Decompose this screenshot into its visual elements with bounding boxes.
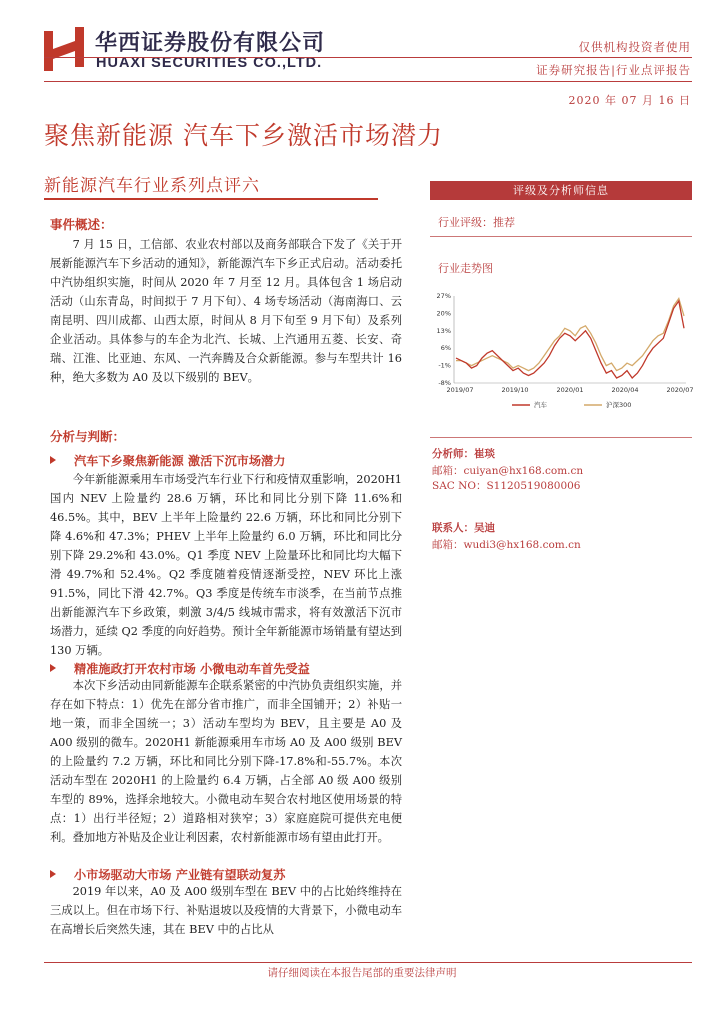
point-2-paragraph: 本次下乡活动由同新能源车企联系紧密的中汽协负责组织实施，并存在如下特点：1）优先在部分省市推广，而非全国铺开；2）补贴一地一策，而非全国统一；3）活动车型均为 BEV，且主要是 A0 及 A00 级别的微车。2020H1 新能源乘用车市场 A0 及 A00 级别 BEV 的上险量约 7.2 万辆，环比和同比分别下降-17.8%和-55.7%。本次活动车型在 2020H1 的上险量约 6.4 万辆，占全部 A0 级 A00 级别车型的 89%，选择余地较大。小微电动车契合农村地区使用场景的特点：1）出行半径短；2）道路相对狭窄；3）家庭庭院可提供充电便利。叠加地方补贴及企业让利因素，农村新能源市场有望由此打开。 — [50, 679, 402, 844]
company-name-en: HUAXI SECURITIES CO.,LTD. — [96, 55, 323, 71]
point-2-title: 精准施政打开农村市场 小微电动车首先受益 — [74, 662, 310, 676]
subtitle-rule — [44, 198, 378, 200]
contact-name: 联系人：吴迪 — [432, 522, 495, 534]
header-divider-1 — [44, 57, 692, 58]
header-audience: 仅供机构投资者使用 — [578, 40, 691, 54]
point-3-title: 小市场驱动大市场 产业链有望联动复苏 — [74, 868, 286, 882]
report-date: 2020 年 07 月 16 日 — [568, 94, 691, 107]
company-name-cn: 华西证券股份有限公司 — [95, 31, 326, 56]
point-3-title-row — [50, 866, 285, 883]
footer-divider — [44, 962, 692, 963]
chart-y-tick-label: 6% — [440, 344, 451, 353]
point-2-title-row — [50, 660, 310, 677]
analyst-1-sac: SAC NO：S1120519080006 — [432, 480, 581, 492]
panel-divider-2 — [430, 437, 692, 438]
chart-legend-label-1: 沪深300 — [606, 401, 632, 409]
bullet-triangle-icon — [50, 456, 56, 464]
chart-y-tick-label: 27% — [436, 292, 451, 300]
chart-series-line-1 — [456, 299, 684, 371]
panel-divider-1 — [430, 236, 692, 237]
chart-series-line-0 — [456, 301, 684, 378]
chart-y-tick-label: 20% — [436, 309, 451, 318]
event-heading: 事件概述： — [50, 217, 113, 232]
chart-y-tick-label: 13% — [436, 326, 451, 335]
analysis-heading: 分析与判断： — [50, 429, 126, 444]
page-subtitle: 新能源汽车行业系列点评六 — [44, 176, 260, 196]
chart-x-tick-label: 2020/07 — [666, 386, 694, 394]
point-3-paragraph: 2019 年以来，A0 及 A00 级别车型在 BEV 中的占比始终维持在三成以上。但在市场下行、补贴退坡以及疫情的大背景下，小微电动车在高增长后突然失速，其在 BEV 中的占比从 — [50, 885, 402, 936]
point-1-title-row — [50, 452, 285, 469]
point-1-paragraph: 今年新能源乘用车市场受汽车行业下行和疫情双重影响，2020H1 国内 NEV 上险量约 28.6 万辆，环比和同比分别下降 11.6%和 46.5%。其中，BEV 上半年上险量约 22.6 万辆，环比和同比分别下降 4.6%和 47.3%；PHEV 上半年上险量约 6.0 万辆，环比和同比分别下降 29.2%和 43.0%。Q1 季度 NEV 上险量环比和同比均大幅下滑 49.7%和 52.4%。Q2 季度随着疫情逐渐受控，NEV 环比上涨 91.5%，同比下滑 42.7%。Q3 季度是传统车市淡季，在当前节点推出新能源汽车下乡政策，刺激 3/4/5 线城市需求，将有效激活下沉市场潜力，延续 Q2 季度的向好趋势。预计全年新能源市场销量有望达到 130 万辆。 — [50, 473, 402, 657]
analyst-1-name: 分析师：崔琰 — [432, 448, 495, 460]
header-divider-2 — [44, 81, 692, 82]
bullet-triangle-icon — [50, 870, 56, 878]
chart-x-tick-label: 2019/10 — [501, 386, 529, 394]
page-title: 聚焦新能源 汽车下乡激活市场潜力 — [44, 121, 443, 150]
chart-x-tick-label: 2019/07 — [446, 386, 474, 394]
industry-rating: 行业评级：推荐 — [438, 216, 515, 229]
analyst-1-email[interactable]: 邮箱：cuiyan@hx168.com.cn — [432, 465, 584, 477]
header-report-type: 证券研究报告|行业点评报告 — [536, 63, 691, 77]
chart-x-tick-label: 2020/01 — [556, 386, 584, 394]
event-paragraph: 7 月 15 日，工信部、农业农村部以及商务部联合下发了《关于开展新能源汽车下乡活动的通知》，新能源汽车下乡正式启动。活动委托中汽协组织实施，时间从 2020 年 7 月至 12 月。具体包含 1 场启动活动（山东青岛，时间拟于 7 月下旬）、4 场专场活动（海南海口、云南昆明、四川成都、山西太原，时间从 8 月下旬至 9 月下旬）及系列企业活动。具体参与的车企为北汽、长城、上汽通用五菱、长安、奇瑞、江淮、比亚迪、东风、一汽奔腾及合众新能源。参与车型共计 16 种，绝大多数为 A0 及以下级别的 BEV。 — [50, 238, 402, 384]
chart-y-tick-label: -8% — [438, 379, 451, 387]
point-1-title: 汽车下乡聚焦新能源 激活下沉市场潜力 — [74, 454, 286, 468]
bullet-triangle-icon — [50, 664, 56, 672]
rating-panel-header: 评级及分析师信息 — [430, 181, 692, 200]
chart-legend-label-0: 汽车 — [534, 401, 547, 409]
industry-trend-chart — [432, 288, 694, 424]
contact-email[interactable]: 邮箱：wudi3@hx168.com.cn — [432, 539, 581, 551]
chart-y-tick-label: -1% — [438, 361, 451, 370]
trend-label: 行业走势图 — [438, 262, 493, 275]
company-logo-icon — [44, 27, 84, 71]
chart-x-tick-label: 2020/04 — [611, 386, 639, 394]
legal-notice: 请仔细阅读在本报告尾部的重要法律声明 — [267, 967, 457, 979]
